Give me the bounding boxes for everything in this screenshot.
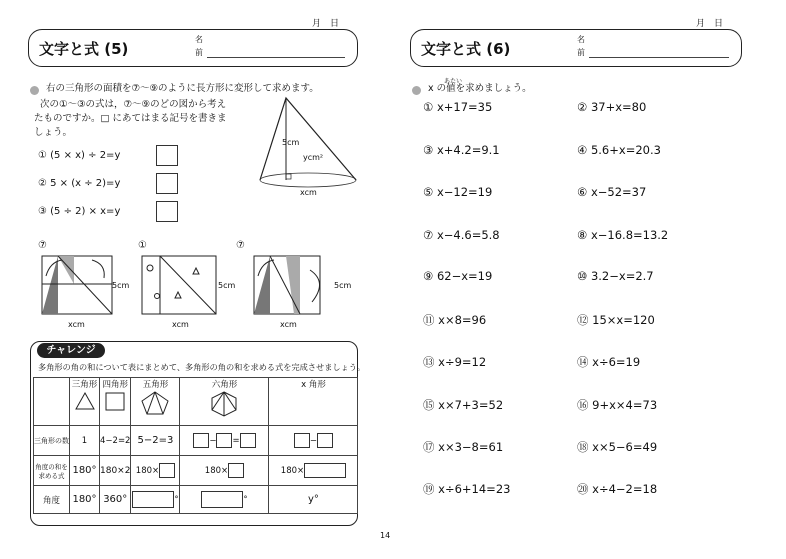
figure-3-base: xcm [280, 320, 297, 329]
equation-3: ③ (5 ÷ 2) × x=y [38, 206, 121, 217]
blank-box[interactable] [159, 463, 175, 478]
blank-box[interactable] [228, 463, 244, 478]
cell: 360° [100, 486, 131, 514]
problem-9: ⑨ 62−x=19 [423, 269, 493, 283]
bullet-icon [30, 86, 39, 95]
problem-11: ⑪ x×8=96 [423, 313, 487, 327]
cell: 1 [70, 426, 100, 456]
challenge-tag: チャレンジ [37, 343, 105, 358]
challenge-instruction: 多角形の角の和について表にまとめて、多角形の角の和を求める式を完成させましょう。 [38, 362, 366, 372]
answer-box-2[interactable] [156, 173, 178, 194]
figure-mark-2: ① [138, 240, 147, 251]
name-field[interactable] [207, 57, 345, 58]
table-header-blank [34, 378, 70, 426]
answer-box-1[interactable] [156, 145, 178, 166]
table-header-penta: 五角形 [131, 378, 180, 426]
blank-box[interactable] [240, 433, 256, 448]
problem-13: ⑬ x÷9=12 [423, 355, 487, 369]
problem-3: ③ x+4.2=9.1 [423, 143, 500, 157]
problem-5: ⑤ x−12=19 [423, 185, 493, 199]
row-label-formula: 角度の和を求める式 [34, 456, 70, 486]
page-number: 14 [380, 531, 391, 540]
problem-15: ⑮ x×7+3=52 [423, 398, 504, 412]
problem-2: ② 37+x=80 [577, 100, 647, 114]
bullet-icon [412, 86, 421, 95]
problem-1: ① x+17=35 [423, 100, 493, 114]
problem-14: ⑭ x÷6=19 [577, 355, 641, 369]
figure-2-base: xcm [172, 320, 189, 329]
blank-box[interactable] [193, 433, 209, 448]
blank-box[interactable] [201, 491, 243, 508]
cell: 4−2=2 [100, 426, 131, 456]
cell: 180° [70, 486, 100, 514]
problem-20: ⑳ x÷4−2=18 [577, 482, 658, 496]
problem-8: ⑧ x−16.8=13.2 [577, 228, 669, 242]
problem-12: ⑫ 15×x=120 [577, 313, 655, 327]
title-box [410, 29, 742, 67]
figure-2-side: 5cm [218, 281, 236, 290]
problem-17: ⑰ x×3−8=61 [423, 440, 504, 454]
problem-6: ⑥ x−52=37 [577, 185, 647, 199]
problem-7: ⑦ x−4.6=5.8 [423, 228, 500, 242]
name-label-top: 名 [195, 35, 203, 44]
title-box [28, 29, 358, 67]
hexa-formula-cell: 180× [180, 456, 269, 486]
name-label-bottom: 前 [577, 48, 585, 57]
equation-1: ① (5 × x) ÷ 2=y [38, 150, 121, 161]
problem-10: ⑩ 3.2−x=2.7 [577, 269, 654, 283]
instruction-text: x の値を求めましょう。 [428, 83, 532, 94]
blank-box[interactable] [216, 433, 232, 448]
xgon-angle-cell: y° [269, 486, 358, 514]
figure-1-side: 5cm [112, 281, 130, 290]
intro-text-1: 右の三角形の面積を⑦～⑨のように長方形に変形して求めます。 [46, 83, 319, 94]
xgon-formula-cell: 180× [269, 456, 358, 486]
answer-box-3[interactable] [156, 201, 178, 222]
row-label-angle: 角度 [34, 486, 70, 514]
problem-18: ⑱ x×5−6=49 [577, 440, 658, 454]
intro-text-3: たものですか。□ にあてはまる記号を書きま [34, 113, 227, 124]
table-header-quad: 四角形 [100, 378, 131, 426]
table-header-x-gon: x 角形 [269, 378, 358, 426]
hexa-angle-cell: ° [180, 486, 269, 514]
ruby-text: あたい [444, 78, 463, 85]
figure-3 [248, 246, 332, 320]
problem-16: ⑯ 9+x×4=73 [577, 398, 658, 412]
penta-angle-cell: ° [131, 486, 180, 514]
blank-box[interactable] [317, 433, 333, 448]
blank-box[interactable] [132, 491, 174, 508]
cell: 180° [70, 456, 100, 486]
blank-box[interactable] [304, 463, 346, 478]
triangle-figure [252, 96, 364, 196]
polygon-table [33, 377, 358, 514]
name-label-bottom: 前 [195, 48, 203, 57]
triangle-area-label: ycm² [303, 153, 324, 162]
figure-1-base: xcm [68, 320, 85, 329]
figure-3-side: 5cm [334, 281, 352, 290]
table-header-triangle: 三角形 [70, 378, 100, 426]
equation-2: ② 5 × (x ÷ 2)=y [38, 178, 121, 189]
problem-4: ④ 5.6+x=20.3 [577, 143, 661, 157]
figure-2 [140, 246, 220, 320]
triangle-height-label: 5cm [282, 138, 300, 147]
cell: 180×2 [100, 456, 131, 486]
penta-formula-cell: 180× [131, 456, 180, 486]
date-label: 月 日 [312, 19, 340, 29]
hexa-count-cell: − = [180, 426, 269, 456]
cell: 5−2=3 [131, 426, 180, 456]
table-header-hexa: 六角形 [180, 378, 269, 426]
intro-text-4: しょう。 [34, 127, 73, 138]
figure-mark-3: ⑦ [236, 240, 245, 251]
page-title: 文字と式 (6) [421, 40, 511, 58]
date-label: 月 日 [696, 19, 724, 29]
problem-19: ⑲ x÷6+14=23 [423, 482, 511, 496]
name-label-top: 名 [577, 35, 585, 44]
intro-text-2: 次の①～③の式は，⑦～⑨のどの図から考え [40, 99, 227, 110]
figure-mark-1: ⑦ [38, 240, 47, 251]
page-title: 文字と式 (5) [39, 40, 129, 58]
name-field[interactable] [589, 57, 729, 58]
xgon-count-cell: − [269, 426, 358, 456]
blank-box[interactable] [294, 433, 310, 448]
row-label-count: 三角形の数 [34, 426, 70, 456]
triangle-base-label: xcm [300, 188, 317, 197]
